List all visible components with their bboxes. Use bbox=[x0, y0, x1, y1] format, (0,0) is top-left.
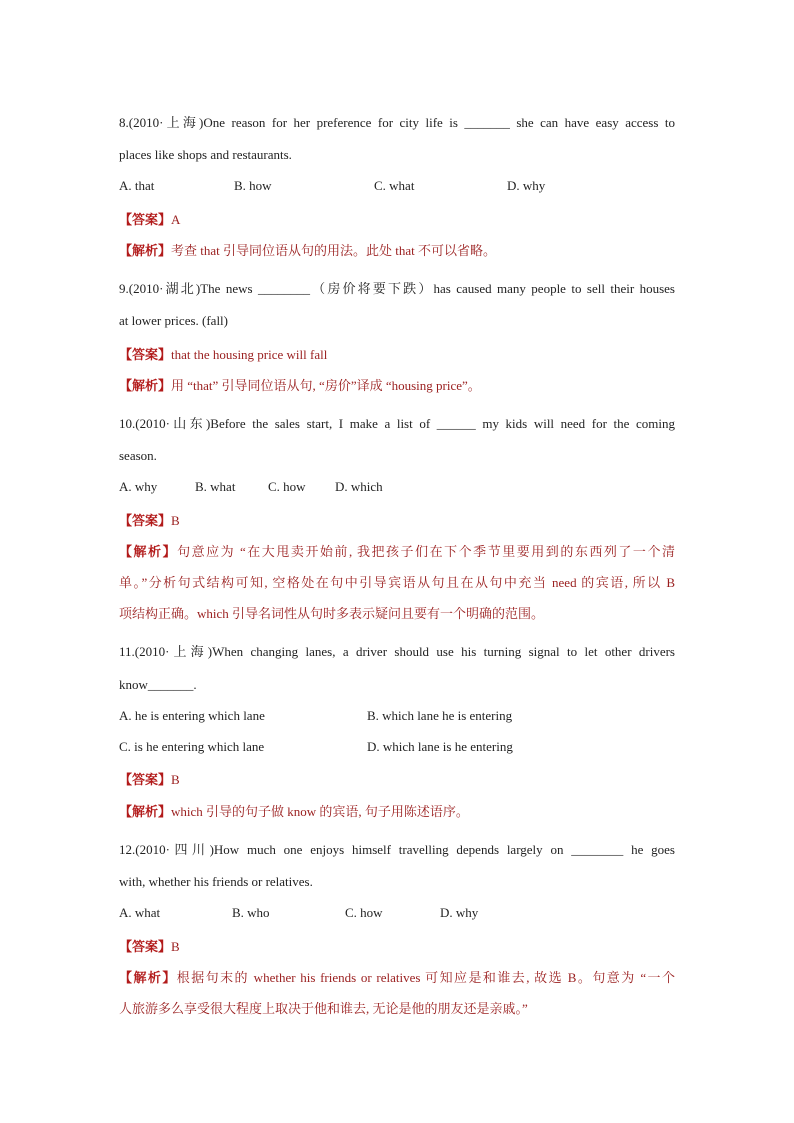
option-a: A. what bbox=[119, 905, 161, 920]
option-c: C. what bbox=[374, 178, 415, 193]
option-a: A. he is entering which lane bbox=[119, 708, 265, 723]
question-11-line-1: 11.(2010·上海)When changing lanes, a driver should use his turning signal to let other drivers bbox=[119, 644, 675, 659]
option-b: B. what bbox=[195, 479, 236, 494]
option-a: A. that bbox=[119, 178, 155, 193]
option-d: D. which lane is he entering bbox=[367, 739, 513, 754]
question-8-answer bbox=[119, 209, 180, 228]
question-12-line-2: with, whether his friends or relatives. bbox=[119, 874, 313, 889]
analysis-text: 考查 that 引导同位语从句的用法。此处 that 不可以省略。 bbox=[171, 243, 497, 258]
option-c: C. how bbox=[268, 479, 306, 494]
answer-value: B bbox=[171, 939, 180, 954]
analysis-text: 句意应为 “在大甩卖开始前, 我把孩子们在下个季节里要用到的东西列了一个清 bbox=[177, 544, 675, 559]
answer-value: that the housing price will fall bbox=[171, 347, 328, 362]
question-11-answer bbox=[119, 769, 180, 788]
option-b: B. who bbox=[232, 905, 270, 920]
option-b: B. which lane he is entering bbox=[367, 708, 513, 723]
answer-label: 【答案】 bbox=[119, 939, 172, 954]
option-c: C. is he entering which lane bbox=[119, 739, 265, 754]
answer-label: 【答案】 bbox=[119, 347, 172, 362]
analysis-text: 用 “that” 引导同位语从句, “房价”译成 “housing price”。 bbox=[171, 378, 481, 393]
question-12-analysis-line-2: 人旅游多么享受很大程度上取决于他和谁去, 无论是他的朋友还是亲戚。” bbox=[119, 1001, 528, 1016]
option-b: B. how bbox=[234, 178, 272, 193]
analysis-label: 【解析】 bbox=[119, 378, 172, 393]
analysis-text: 根据句末的 whether his friends or relatives 可知应是和谁去, 故选 B。句意为 “一个 bbox=[176, 970, 675, 985]
question-9-line-1: 9.(2010·湖北)The news ________（房价将要下跌）has caused many people to sell their houses bbox=[119, 281, 675, 296]
analysis-label: 【解析】 bbox=[119, 804, 172, 819]
question-10-analysis-line-1 bbox=[119, 541, 675, 560]
question-9-analysis bbox=[119, 375, 481, 394]
question-8-line-1: 8.(2010·上海)One reason for her preference for city life is _______ she can have easy access to bbox=[119, 115, 675, 130]
answer-value: B bbox=[171, 513, 180, 528]
option-c: C. how bbox=[345, 905, 383, 920]
question-12-answer bbox=[119, 936, 180, 955]
question-10-analysis-line-3: 项结构正确。which 引导名词性从句时多表示疑问且要有一个明确的范围。 bbox=[119, 606, 545, 621]
question-9-line-2: at lower prices. (fall) bbox=[119, 313, 229, 328]
option-d: D. why bbox=[440, 905, 479, 920]
question-10-analysis-line-2: 单。”分析句式结构可知, 空格处在句中引导宾语从句且在从句中充当 need 的宾语, 所以 B bbox=[119, 575, 675, 590]
question-10-answer bbox=[119, 510, 180, 529]
analysis-label: 【解析】 bbox=[119, 243, 172, 258]
question-11-analysis bbox=[119, 801, 469, 820]
answer-value: B bbox=[171, 772, 180, 787]
question-8-line-2: places like shops and restaurants. bbox=[119, 147, 292, 162]
question-10-line-1: 10.(2010·山东)Before the sales start, I make a list of ______ my kids will need for the coming bbox=[119, 416, 675, 431]
question-10-line-2: season. bbox=[119, 448, 157, 463]
answer-label: 【答案】 bbox=[119, 513, 172, 528]
question-12-line-1: 12.(2010·四川)How much one enjoys himself travelling depends largely on ________ he goes bbox=[119, 842, 675, 857]
question-8-analysis bbox=[119, 240, 496, 259]
option-d: D. which bbox=[335, 479, 383, 494]
answer-value: A bbox=[171, 212, 181, 227]
question-9-answer bbox=[119, 344, 327, 363]
answer-label: 【答案】 bbox=[119, 212, 172, 227]
analysis-label: 【解析】 bbox=[119, 544, 178, 559]
question-12-analysis-line-1 bbox=[119, 967, 675, 986]
option-d: D. why bbox=[507, 178, 546, 193]
analysis-text: which 引导的句子做 know 的宾语, 句子用陈述语序。 bbox=[171, 804, 469, 819]
option-a: A. why bbox=[119, 479, 158, 494]
analysis-label: 【解析】 bbox=[119, 970, 177, 985]
answer-label: 【答案】 bbox=[119, 772, 172, 787]
question-11-line-2: know_______. bbox=[119, 677, 197, 692]
